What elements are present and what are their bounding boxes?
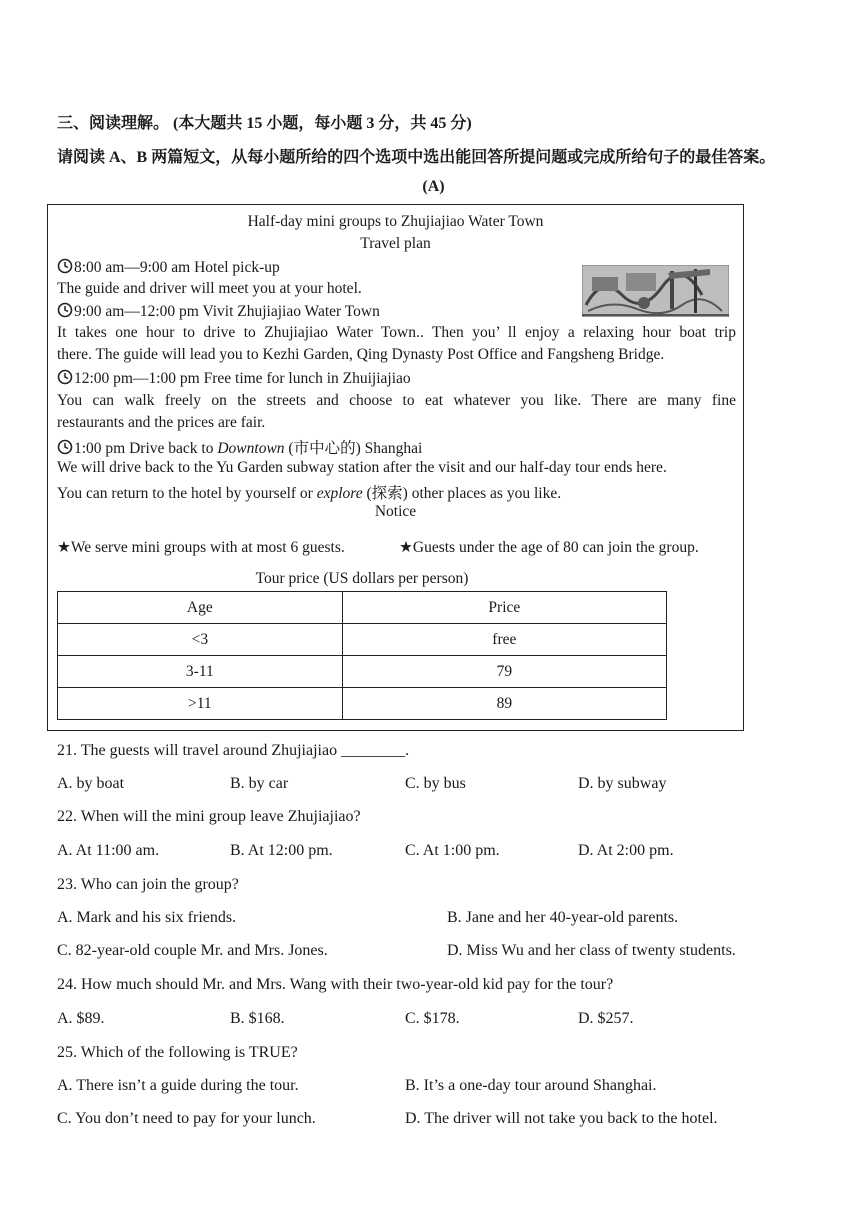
table-row [58,688,667,720]
age-cell: 3-11 [58,656,343,688]
q24-option-b[interactable]: B. $168. [230,1010,285,1027]
schedule-detail-4a: We will drive back to the Yu Garden subway station after the visit and our half-day tour ends here. [57,459,667,476]
q22-option-d[interactable]: D. At 2:00 pm. [578,842,674,859]
notice-rule-2: ★Guests under the age of 80 can join the group. [399,539,699,556]
notice-heading: Notice [374,503,417,520]
schedule-detail-4b: You can return to the hotel by yourself or explore (探索) other places as you like. [57,485,562,502]
q21-option-b[interactable]: B. by car [230,775,289,792]
price-cell: 79 [342,656,666,688]
q21-option-a[interactable]: A. by boat [57,775,125,792]
q25-option-b[interactable]: B. It’s a one-day tour around Shanghai. [405,1077,657,1094]
schedule-time-2: 9:00 am—12:00 pm Vivit Zhujiajiao Water Town [57,302,380,321]
q22-option-a[interactable]: A. At 11:00 am. [57,842,160,859]
q21-option-d[interactable]: D. by subway [578,775,667,792]
schedule-detail-2a: It takes one hour to drive to Zhujiajiao Water Town.. Then you’ ll enjoy a relaxing hour boat trip [57,324,736,341]
table-row [58,656,667,688]
q23-option-b[interactable]: B. Jane and her 40-year-old parents. [447,909,679,926]
clock-icon [57,302,73,318]
notice-title: Half-day mini groups to Zhujiajiao Water Town [247,213,544,230]
section-instructions: 请阅读 A、B 两篇短文，从每小题所给的四个选项中选出能回答所提问题或完成所给句子的最佳答案。 [57,149,776,166]
price-cell: 89 [342,688,666,720]
age-cell: >11 [58,688,343,720]
passage-label: (A) [422,178,445,195]
q24-option-d[interactable]: D. $257. [578,1010,634,1027]
q25-option-c[interactable]: C. You don’t need to pay for your lunch. [57,1110,316,1127]
schedule-detail-2b: there. The guide will lead you to Kezhi Garden, Qing Dynasty Post Office and Fangsheng Bridge. [57,346,665,363]
clock-icon [57,258,73,274]
schedule-detail-3b: restaurants and the prices are fair. [57,414,266,431]
travel-notice-box [47,204,744,731]
q22-option-c[interactable]: C. At 1:00 pm. [405,842,500,859]
schedule-time-4: 1:00 pm Drive back to Downtown (市中心的) Shanghai [57,436,422,458]
question-21-stem: 21. The guests will travel around Zhujiajiao ________. [57,742,410,759]
notice-rule-1: ★We serve mini groups with at most 6 guests. [57,539,345,556]
schedule-time-3: 12:00 pm—1:00 pm Free time for lunch in Zhuijiajiao [57,369,411,388]
question-24-stem: 24. How much should Mr. and Mrs. Wang with their two-year-old kid pay for the tour? [57,976,614,993]
schedule-time-1: 8:00 am—9:00 am Hotel pick-up [57,258,280,277]
question-25-stem: 25. Which of the following is TRUE? [57,1044,298,1061]
age-cell: <3 [58,624,343,656]
table-row [58,624,667,656]
table-header-age: Age [58,592,343,624]
q21-option-c[interactable]: C. by bus [405,775,466,792]
question-22-stem: 22. When will the mini group leave Zhujiajiao? [57,808,361,825]
q23-option-d[interactable]: D. Miss Wu and her class of twenty students. [447,942,736,959]
schedule-detail-3a: You can walk freely on the streets and choose to eat whatever you like. There are many fine [57,392,736,409]
q25-option-a[interactable]: A. There isn’t a guide during the tour. [57,1077,299,1094]
q23-option-a[interactable]: A. Mark and his six friends. [57,909,237,926]
q24-option-c[interactable]: C. $178. [405,1010,460,1027]
q22-option-b[interactable]: B. At 12:00 pm. [230,842,333,859]
water-town-photo [582,265,729,317]
q24-option-a[interactable]: A. $89. [57,1010,105,1027]
section-title: 三、阅读理解。 (本大题共 15 小题，每小题 3 分，共 45 分) [57,115,472,132]
table-header-row [58,592,667,624]
q23-option-c[interactable]: C. 82-year-old couple Mr. and Mrs. Jones. [57,942,328,959]
q25-option-d[interactable]: D. The driver will not take you back to the hotel. [405,1110,718,1127]
schedule-detail-1: The guide and driver will meet you at your hotel. [57,280,362,297]
price-caption: Tour price (US dollars per person) [255,570,469,587]
clock-icon [57,369,73,385]
notice-subtitle: Travel plan [360,235,431,252]
clock-icon [57,439,73,455]
price-table [57,591,667,720]
price-cell: free [342,624,666,656]
table-header-price: Price [342,592,666,624]
question-23-stem: 23. Who can join the group? [57,876,239,893]
